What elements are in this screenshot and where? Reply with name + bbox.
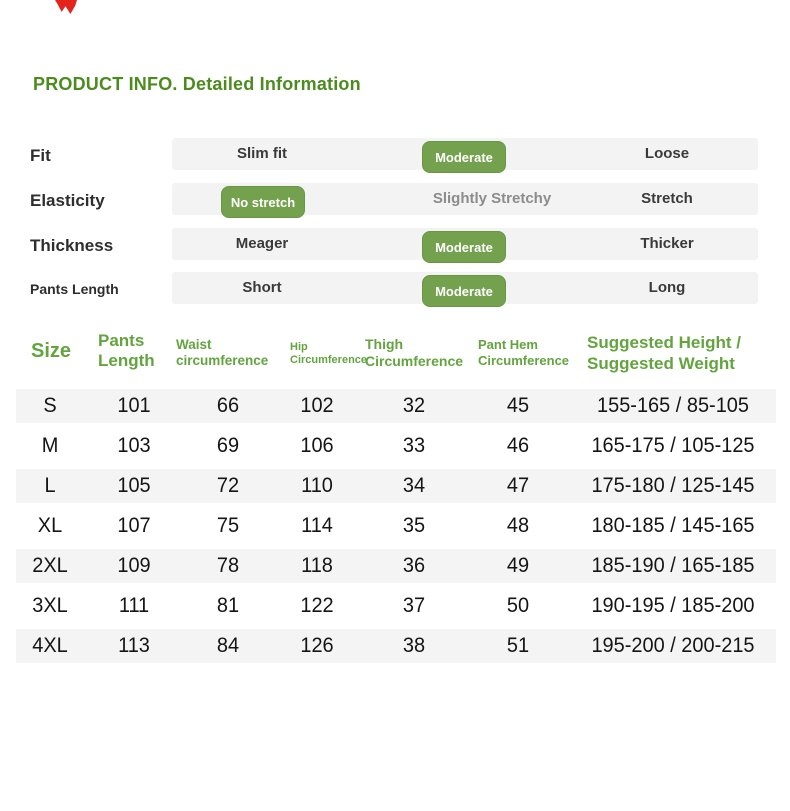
cell-size: S: [43, 394, 57, 417]
column-header-size: Size: [30, 340, 72, 362]
option-short: Short: [242, 279, 282, 296]
column-header-thigh: Thigh Circumference: [365, 336, 464, 369]
cell-pants: 111: [118, 594, 150, 617]
cell-waist: 75: [216, 514, 240, 537]
cell-hem: 49: [506, 554, 530, 577]
cell-pants: 105: [117, 474, 151, 497]
cell-hip: 110: [301, 474, 333, 497]
cell-hem: 50: [506, 594, 530, 617]
cell-thigh: 35: [402, 514, 426, 537]
table-row-3xl: [16, 586, 776, 626]
page-title: PRODUCT INFO. Detailed Information: [33, 74, 361, 94]
attribute-label-pants-length: Pants Length: [30, 281, 119, 297]
cell-hip: 122: [300, 594, 334, 617]
cell-suggested: 155-165 / 85-105: [597, 394, 749, 417]
cell-thigh: 38: [402, 634, 426, 657]
cell-suggested: 165-175 / 105-125: [591, 434, 755, 457]
attribute-label-fit: Fit: [30, 146, 51, 165]
option-loose: Loose: [644, 145, 690, 162]
cell-size: L: [44, 474, 56, 497]
cell-thigh: 36: [402, 554, 426, 577]
table-row-2xl: [16, 546, 776, 586]
cell-waist: 66: [216, 394, 240, 417]
cell-hem: 47: [506, 474, 530, 497]
cell-thigh: 32: [402, 394, 426, 417]
cell-pants: 107: [117, 514, 151, 537]
option-thicker: Thicker: [640, 235, 694, 252]
cell-size: M: [41, 434, 59, 457]
cell-waist: 84: [216, 634, 240, 657]
red-corner-mark: [55, 0, 77, 14]
attribute-label-thickness: Thickness: [30, 236, 114, 255]
column-header-pant-hem: Pant Hem Circumference: [478, 337, 570, 368]
column-header-pants-length: Pants Length: [98, 331, 155, 371]
cell-suggested: 195-200 / 200-215: [591, 634, 755, 657]
cell-suggested: 185-190 / 165-185: [591, 554, 755, 577]
option-stretch: Stretch: [641, 190, 693, 207]
cell-size: XL: [37, 514, 63, 537]
cell-size: 4XL: [32, 634, 68, 657]
option-long: Long: [648, 279, 686, 296]
table-row-s: [16, 386, 776, 426]
column-header-hip: Hip Circumference: [290, 341, 368, 367]
cell-size: 2XL: [32, 554, 68, 577]
cell-thigh: 34: [402, 474, 426, 497]
cell-hip: 118: [301, 554, 333, 577]
cell-hem: 48: [506, 514, 530, 537]
cell-suggested: 180-185 / 145-165: [591, 514, 755, 537]
selected-chip-pants-length: Moderate: [422, 275, 506, 307]
cell-suggested: 175-180 / 125-145: [591, 474, 755, 497]
cell-hip: 102: [300, 394, 334, 417]
table-row-xl: [16, 506, 776, 546]
cell-hip: 106: [300, 434, 334, 457]
cell-thigh: 33: [402, 434, 426, 457]
table-row-l: [16, 466, 776, 506]
cell-waist: 69: [216, 434, 240, 457]
cell-waist: 81: [216, 594, 240, 617]
cell-suggested: 190-195 / 185-200: [591, 594, 755, 617]
cell-waist: 72: [216, 474, 240, 497]
cell-pants: 109: [117, 554, 151, 577]
cell-hem: 45: [506, 394, 530, 417]
cell-waist: 78: [216, 554, 240, 577]
table-row-m: [16, 426, 776, 466]
cell-pants: 103: [117, 434, 151, 457]
size-table: [16, 386, 776, 666]
cell-size: 3XL: [32, 594, 68, 617]
column-header-suggested: Suggested Height / Suggested Weight: [587, 333, 741, 374]
cell-pants: 113: [118, 634, 150, 657]
option-slim-fit: Slim fit: [236, 145, 287, 162]
cell-hip: 114: [301, 514, 333, 537]
cell-hem: 46: [506, 434, 530, 457]
selected-chip-thickness: Moderate: [422, 231, 506, 263]
cell-hem: 51: [506, 634, 530, 657]
selected-chip-fit: Moderate: [422, 141, 506, 173]
cell-thigh: 37: [402, 594, 426, 617]
option-meager: Meager: [235, 235, 289, 252]
column-header-waist: Waist circumference: [176, 337, 269, 369]
selected-chip-elasticity: No stretch: [221, 186, 305, 218]
cell-hip: 126: [300, 634, 334, 657]
table-row-4xl: [16, 626, 776, 666]
attribute-label-elasticity: Elasticity: [30, 191, 105, 210]
option-slightly-stretchy: Slightly Stretchy: [432, 190, 552, 207]
cell-pants: 101: [117, 394, 151, 417]
